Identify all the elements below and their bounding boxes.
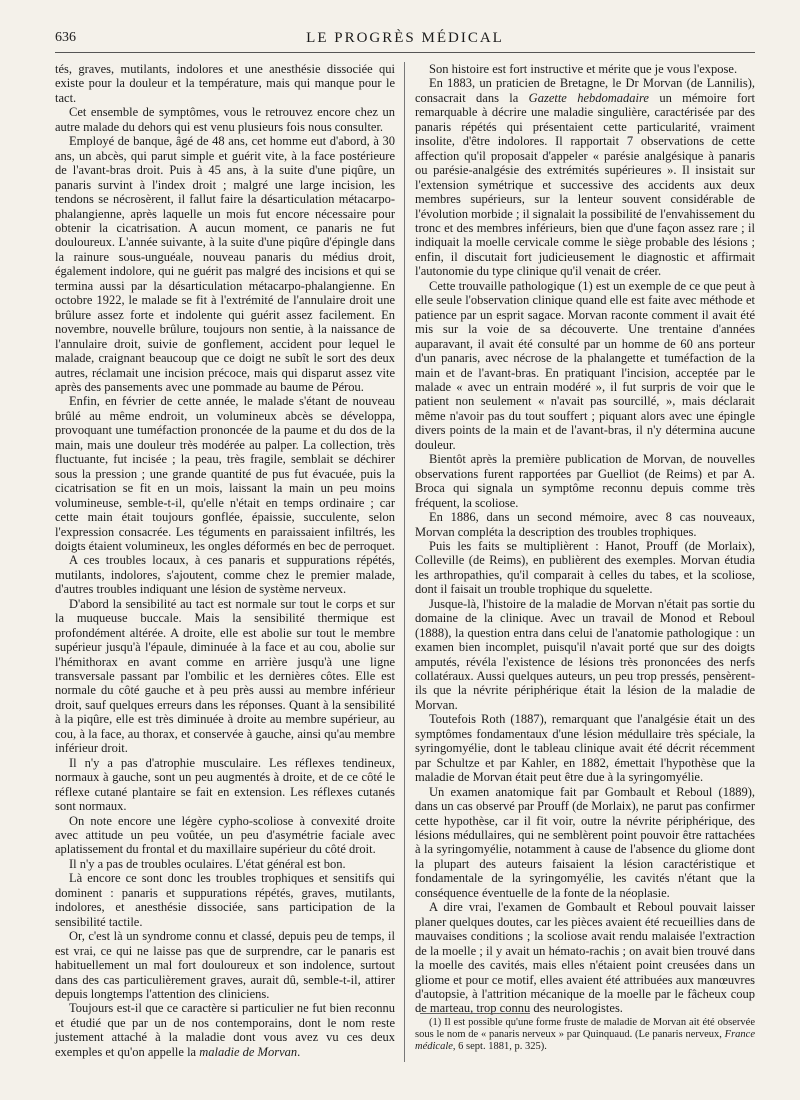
paragraph-text: Puis les faits se multiplièrent : Hanot, Prouff (de Morlaix), Colleville (de Reims), en publièrent des exemples. Morvan étudia les arthropathies, qu'il comparait à celles du tabes, et la scoliose, dont il faisait un trouble trophique du squelette. (415, 538, 755, 597)
left-column (55, 62, 395, 1059)
column-divider (404, 62, 405, 1062)
paragraph-text: Son histoire est fort instructive et mérite que je vous l'expose. (429, 62, 738, 76)
paragraph-text: En 1886, dans un second mémoire, avec 8 cas nouveaux, Morvan compléta la description des troubles trophiques. (415, 510, 755, 539)
paragraph (415, 597, 755, 713)
paragraph (55, 105, 395, 134)
paragraph-text: Il n'y a pas de troubles oculaires. L'état général est bon. (69, 856, 346, 871)
paragraph (415, 900, 755, 1016)
page-header (55, 30, 755, 52)
running-title: LE PROGRÈS MÉDICAL (306, 30, 504, 46)
paragraph-text: Enfin, en février de cette année, le malade s'étant de nouveau brûlé au même endroit, un volumineux abcès se développa, provoquant une tuméfaction prononcée de la paume et du dos de la main, mais une douleur très modérée au palper. La collection, très fluctuante, fut incisée ; la peau, très fragile, semblait se déchirer sous la pression ; une grande quantité de pus fut évacuée, puis la cicatrisation se fit en un mois, laissant la main un peu moins volumineuse, semble-t-il, qu'elle n'était en temps ordinaire ; car cette main était toujours gonflée, épaissie, succulente, selon l'expression consacrée. Les téguments en paraissaient infiltrés, les doigts étaient volumineux, les ongles déformés en bec de perroquet. (55, 394, 395, 553)
paragraph-text: Employé de banque, âgé de 48 ans, cet homme eut d'abord, à 30 ans, un abcès, qui parut simple et guérit vite, à la face postérieure de l'avant-bras droit. Puis à 45 ans, à la suite d'une piqûre, un panaris survint à l'index droit ; malgré une large incision, les tendons se nécrosèrent, il fallut faire la désarticulation métacarpo-phalangienne, après laquelle un mois fut encore nécessaire pour obtenir la cicatrisation. A aucun moment, ce panaris ne fut douloureux. L'année suivante, à la suite d'une piqûre d'épingle dans la rainure sous-unguéale, nouveau panaris du médius droit, également indolore, qui ne guérit pas malgré des incisions et qui se termina aussi par la désarticulation métacarpo-phalangienne. En octobre 1922, le malade se fit à l'extrémité de l'annulaire droit une brûlure assez forte et indolente qui guérit assez facilement. En novembre, nouvelle brûlure, toujours non sentie, à la naissance de l'annulaire droit, suivie de gonflement, accident pour lequel le malade, craignant beaucoup que ce doigt ne subît le sort des deux autres, réclamait une incision précoce, mais qui disparut assez vite après des pansements avec une pommade au baume de Pérou. (55, 134, 395, 394)
paragraph (415, 539, 755, 597)
paragraph (415, 62, 755, 76)
paragraph (55, 597, 395, 756)
paragraph (415, 510, 755, 539)
paragraph-text: En 1883, un praticien de Bretagne, le Dr Morvan (de Lannilis), consacrait dans la (415, 76, 755, 105)
footnote-text: (1) Il est possible qu'une forme fruste de maladie de Morvan ait été observée sous le nom de « panaris nerveux » par Quinquaud. (Le panaris nerveux, (415, 1017, 755, 1040)
paragraph-text: A ces troubles locaux, à ces panaris et suppurations répétés, mutilants, indolores, s'ajoutent, comme chez le premier malade, d'autres troubles indiquant une lésion de système nerveux. (55, 553, 395, 597)
paragraph-text: Toutefois Roth (1887), remarquant que l'analgésie était un des symptômes fondamentaux d'une lésion médullaire très spéciale, la syringomyélie, dont le tableau clinique avait été décrit récemment par Schultze et par Kahler, en 1882, émettait l'hypothèse que la maladie de Morvan était peut être due à la syringomyélie. (415, 712, 755, 785)
paragraph-text: Jusque-là, l'histoire de la maladie de Morvan n'était pas sortie du domaine de la clinique. Avec un travail de Monod et Reboul (1888), la question entra dans celui de l'anatomie pathologique : un examen bien incomplet, puisqu'il n'avait porté que sur des doigts amputés, révéla l'existence de lésions très prononcées des nerfs collatéraux. Aussi quelques auteurs, un peu trop pressés, pensèrent-ils que la névrite périphérique était la lésion de la maladie de Morvan. (415, 596, 755, 712)
paragraph-text: D'abord la sensibilité au tact est normale sur tout le corps et sur la muqueuse buccale. Mais la sensibilité thermique est profondément altérée. A droite, elle est abolie sur tout le membre supérieur jusqu'à l'épaule, diminuée à la face et au cou, abolie sur l'hémithorax en avant comme en arrière jusqu'à une ligne transversale passant par l'ombilic et les dernières côtes. Elle est normale du côté gauche et à peu près aussi au membre inférieur droit, sauf quelques erreurs dans les réponses. Quant à la sensibilité à la piqûre, elle est très diminuée à droite au membre supérieur, au cou, à la face, au thorax, et conservée à gauche, ainsi qu'au membre inférieur droit. (55, 596, 395, 756)
paragraph (415, 452, 755, 510)
paragraph (415, 76, 755, 278)
paragraph (415, 712, 755, 784)
footnote-rule (420, 1013, 530, 1014)
footnote-tail: , 6 sept. 1881, p. 325). (452, 1041, 547, 1052)
paragraph-text: Il n'y a pas d'atrophie musculaire. Les réflexes tendineux, normaux à gauche, sont un peu augmentés à droite, et de ce côté le réflexe cutané plantaire se fait en extension. Les réflexes cutanés sont normaux. (55, 755, 395, 814)
paragraph (55, 871, 395, 929)
italic-title: Gazette hebdomadaire (528, 90, 649, 105)
paragraph-text: On note encore une légère cypho-scoliose à convexité droite avec attitude un peu voûtée, un peu d'asymétrie faciale avec aplatissement du frontal et du maxillaire supérieur du côté droit. (55, 813, 395, 857)
paragraph (55, 394, 395, 553)
paragraph-text: Bientôt après la première publication de Morvan, de nouvelles observations furent rapportées par Guelliot (de Reims) et par A. Broca qui signala un symptôme reconnu depuis comme très fréquent, la scoliose. (415, 452, 755, 510)
paragraph-text: Là encore ce sont donc les troubles trophiques et sensitifs qui dominent : panaris et suppurations répétés, graves, mutilants, indolores, et anesthésie dissociée, sans participation de la sensibilité tactile. (55, 871, 395, 929)
italic-title: maladie de Morvan (199, 1044, 298, 1059)
paragraph-text: Cette trouvaille pathologique (1) est un exemple de ce que peut à elle seule l'observation clinique quand elle est faite avec méthode et patience par un esprit sagace. Morvan raconte comment il avait été mis sur la voie de sa découverte. Une trentaine d'années auparavant, il avait été consulté par un homme de 60 ans porteur d'un panaris, avec nécrose de la phalangette et tuméfaction de la main et de l'avant-bras. En pratiquant l'incision, acceptée par le malade « avec un entrain modéré », il fut surpris de voir que le patient non seulement « n'avait pas sourcillé, », mais déclarait même n'avoir pas du tout souffert ; piquant alors avec une épingle divers points de la main et de l'avant-bras, il n'y détermina aucune douleur. (415, 278, 755, 452)
paragraph-text-tail: . (297, 1044, 301, 1059)
paragraph (55, 857, 395, 871)
paragraph-text: tés, graves, mutilants, indolores et une anesthésie dissociée qui existe pour la douleur et la température, mais qui manque pour le tact. (55, 62, 395, 105)
paragraph-text: A dire vrai, l'examen de Gombault et Reboul pouvait laisser planer quelques doutes, car les pièces avaient été recueillies dans de mauvaises conditions ; la scoliose avait rendu malaisée l'extraction de la moelle ; il y avait un hémato-rachis ; on avait bien trouvé dans la moelle des cavités, mais elles n'étaient point creusées dans un gliome et pour ce motif, elles avaient été attribuées aux manœuvres d'autopsie, à l'attrition mécanique de la moelle par le fâcheux coup de marteau, trop connu des neurologistes. (415, 900, 755, 1016)
right-column (415, 62, 755, 1016)
paragraph-text: Cet ensemble de symptômes, vous le retrouvez encore chez un autre malade du dehors qui est venu plusieurs fois nous consulter. (55, 105, 395, 134)
page-number: 636 (55, 30, 76, 45)
paragraph-text: Un examen anatomique fait par Gombault et Reboul (1889), dans un cas observé par Prouff (de Morlaix), ne parut pas confirmer cette hypothèse, car il fit voir, outre la névrite périphérique, des lésions médullaires, qui ne semblèrent point pouvoir être rattachées à la syringomyélie, notamment à cause de l'absence du gliome dont la plupart des auteurs faisaient la lésion caractéristique et fondamentale de la syringomyélie, les cavités n'étant que la conséquence éventuelle de la fonte de la néoplasie. (415, 784, 755, 900)
footnote-journal: France médicale (415, 1029, 755, 1052)
paragraph-text: Or, c'est là un syndrome connu et classé, depuis peu de temps, il est vrai, ce qui ne laisse pas que de surprendre, car le panaris est habituellement un mal fort douloureux et son indolence, surtout dans des cas particulièrement graves, aurait dû, semble-t-il, attirer depuis longtemps l'attention des cliniciens. (55, 929, 395, 1001)
paragraph (55, 1001, 395, 1059)
paragraph-text-tail: un mémoire fort remarquable à décrire une maladie singulière, caractérisée par des panaris répétés qui présentaient cette particularité, vraiment insolite, d'être indolores. Il rapportait 7 observations de cette affection qu'il proposait d'appeler « parésie analgésique à panaris ou parésie-analgésie des extrémités supérieures ». Il insistait sur l'extension symétrique et successive des accidents aux deux membres supérieurs, sur la lenteur souvent considérable de l'évolution morbide ; il signalait la possibilité de l'envahissement du tronc et des membres inférieurs, bien que d'une façon assez rare ; il indiquait la moelle cervicale comme le siège probable des lésions ; enfin, il discutait fort judicieusement le diagnostic et affirmait l'autonomie du type clinique qu'il venait de créer. (415, 90, 756, 279)
paragraph-text: Toujours est-il que ce caractère si particulier ne fut bien reconnu et étudié que par un de nos contemporains, dont le nom reste justement attaché à la maladie dont vous avez vu ces deux exemples et qu'on appelle la (55, 1001, 395, 1059)
paragraph (415, 279, 755, 452)
paragraph (55, 134, 395, 394)
paragraph (55, 553, 395, 596)
footnote (415, 1017, 755, 1053)
header-rule (55, 52, 755, 53)
paragraph (55, 814, 395, 857)
paragraph (415, 785, 755, 901)
paragraph (55, 756, 395, 814)
paragraph (55, 62, 395, 105)
paragraph (55, 929, 395, 1001)
